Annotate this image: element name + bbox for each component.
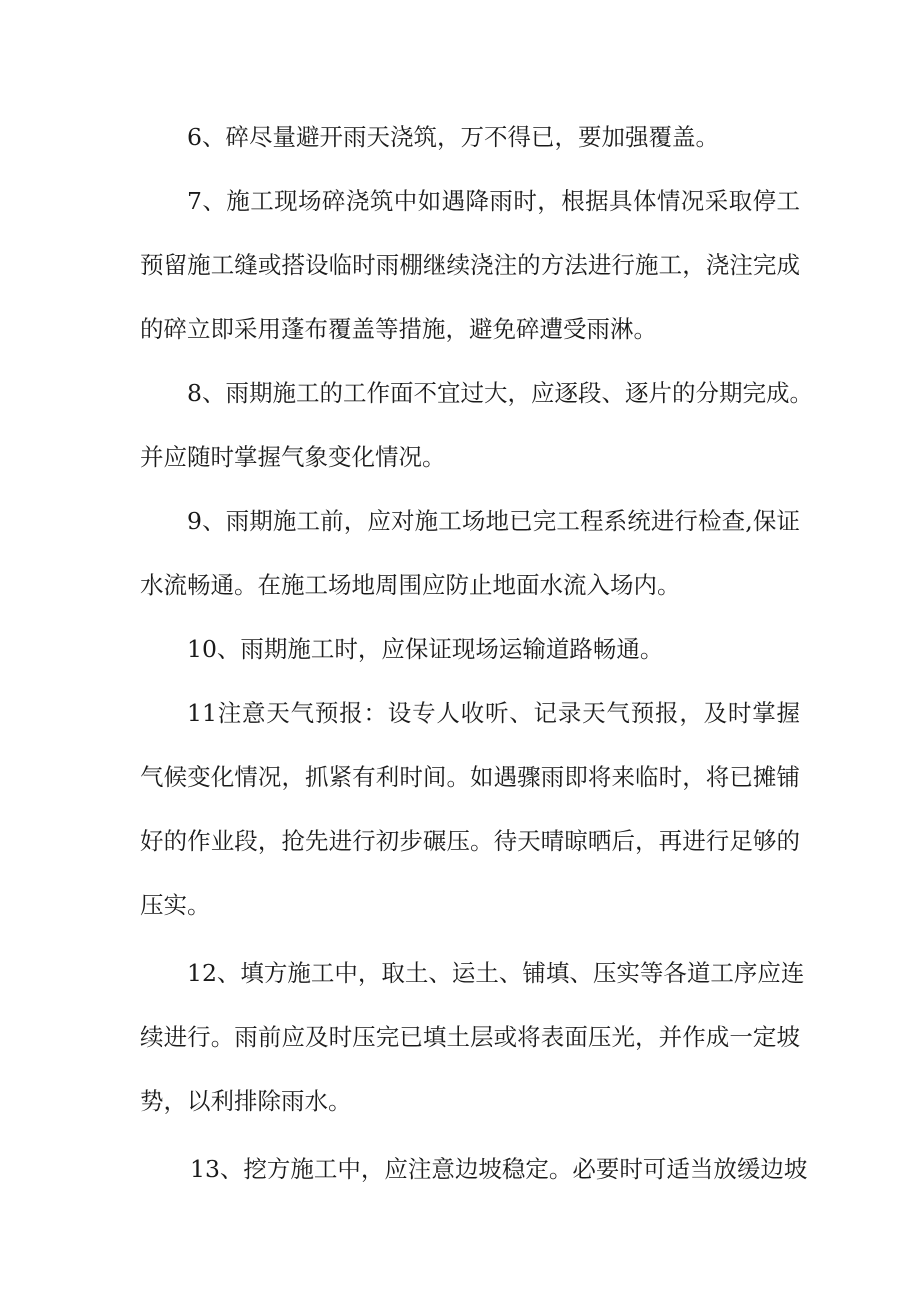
text-line: 好的作业段，抢先进行初步碾压。待天晴晾晒后，再进行足够的 — [140, 827, 800, 855]
text-line: 的碎立即采用蓬布覆盖等措施，避免碎遭受雨淋。 — [140, 315, 657, 343]
text-line: 13、挖方施工中，应注意边坡稳定。必要时可适当放缓边坡 — [190, 1155, 808, 1183]
text-line: 12、填方施工中，取土、运土、铺填、压实等各道工序应连 — [187, 959, 805, 987]
text-line: 6、碎尽量避开雨天浇筑，万不得已，要加强覆盖。 — [187, 123, 719, 151]
text-line: 7、施工现场碎浇筑中如遇降雨时，根据具体情况采取停工 — [187, 187, 800, 215]
text-line: 预留施工缝或搭设临时雨棚继续浇注的方法进行施工，浇注完成 — [140, 251, 800, 279]
text-line: 水流畅通。在施工场地周围应防止地面水流入场内。 — [140, 571, 681, 599]
text-line: 11注意天气预报：设专人收听、记录天气预报，及时掌握 — [187, 699, 800, 727]
text-line: 压实。 — [140, 891, 211, 919]
text-line: 9、雨期施工前，应对施工场地已完工程系统进行检查,保证 — [187, 507, 800, 535]
text-line: 并应随时掌握气象变化情况。 — [140, 443, 446, 471]
text-line: 气候变化情况，抓紧有利时间。如遇骤雨即将来临时，将已摊铺 — [140, 763, 800, 791]
text-line: 10、雨期施工时，应保证现场运输道路畅通。 — [187, 635, 664, 663]
text-line: 续进行。雨前应及时压完已填土层或将表面压光，并作成一定坡 — [140, 1023, 800, 1051]
text-line: 势，以利排除雨水。 — [140, 1087, 352, 1115]
text-line: 8、雨期施工的工作面不宜过大，应逐段、逐片的分期完成。 — [187, 379, 813, 407]
